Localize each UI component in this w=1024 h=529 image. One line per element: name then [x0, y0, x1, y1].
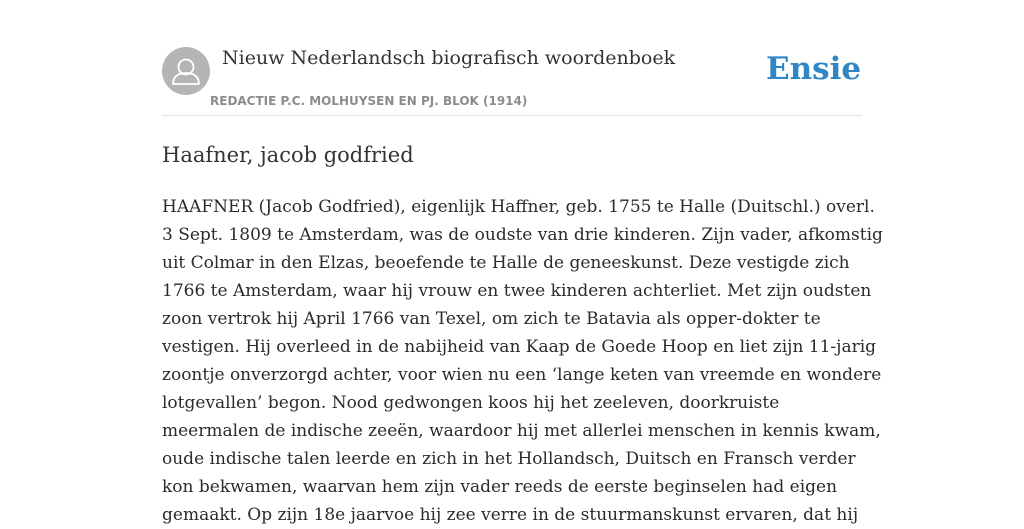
entry-text-line: 1766 te Amsterdam, waar hij vrouw en twee kinderen achterliet. Met zijn oudsten	[162, 281, 872, 301]
entry-title: Haafner, jacob godfried	[162, 143, 414, 167]
entry-text-line: zoon vertrok hij April 1766 van Texel, om zich te Batavia als opper-dokter te	[162, 309, 821, 329]
author-avatar[interactable]	[162, 47, 210, 95]
entry-text-line: oude indische talen leerde en zich in het Hollandsch, Duitsch en Fransch verder	[162, 449, 856, 469]
entry-text-line: kon bekwamen, waarvan hem zijn vader reeds de eerste beginselen had eigen	[162, 477, 838, 497]
header-divider	[162, 115, 862, 116]
entry-text-line: zoontje onverzorgd achter, voor wien nu een ‘lange keten van vreemde en wondere	[162, 365, 882, 385]
entry-text-line: uit Colmar in den Elzas, beoefende te Halle de geneeskunst. Deze vestigde zich	[162, 253, 850, 273]
entry-text-line: lotgevallen’ begon. Nood gedwongen koos hij het zeeleven, doorkruiste	[162, 393, 780, 413]
entry-text-line: HAAFNER (Jacob Godfried), eigenlijk Haffner, geb. 1755 te Halle (Duitschl.) overl.	[162, 197, 875, 217]
entry-text-line: meermalen de indische zeeën, waardoor hij met allerlei menschen in kennis kwam,	[162, 421, 881, 441]
user-silhouette-icon	[162, 47, 210, 95]
book-title[interactable]: Nieuw Nederlandsch biografisch woordenboek	[222, 47, 676, 69]
entry-text-line: 3 Sept. 1809 te Amsterdam, was de oudste van drie kinderen. Zijn vader, afkomstig	[162, 225, 883, 245]
ensie-logo[interactable]: Ensie	[766, 51, 862, 87]
editors-subtitle: REDACTIE P.C. MOLHUYSEN EN PJ. BLOK (1914)	[210, 94, 528, 108]
entry-body	[162, 193, 883, 529]
entry-text-line: gemaakt. Op zijn 18e jaarvoe hij zee verre in de stuurmanskunst ervaren, dat hij	[162, 505, 859, 525]
entry-text-line: vestigen. Hij overleed in de nabijheid van Kaap de Goede Hoop en liet zijn 11-jarig	[162, 337, 877, 357]
